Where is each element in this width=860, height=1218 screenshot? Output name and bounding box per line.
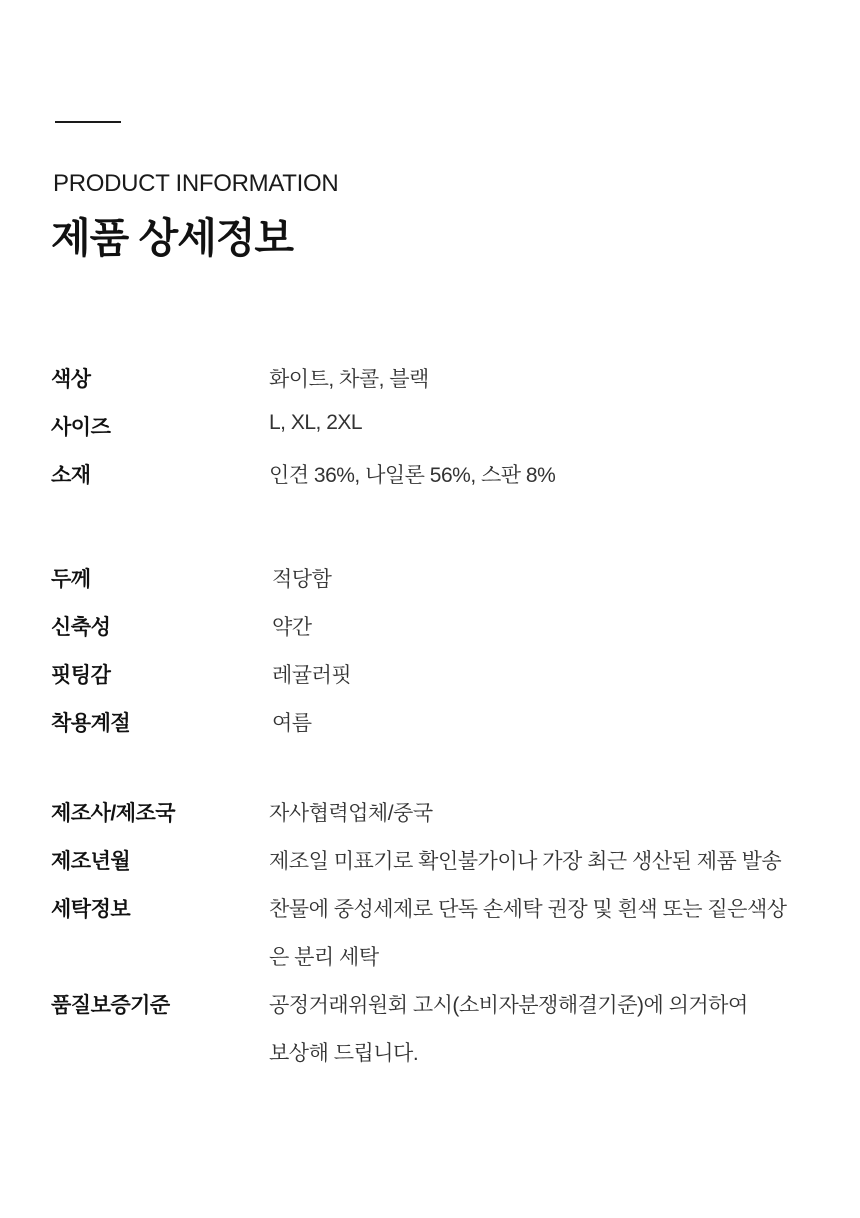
spec-row-stretch	[0, 611, 860, 651]
header-divider	[55, 121, 121, 123]
spec-label: 색상	[51, 368, 91, 391]
spec-value: 제조일 미표기로 확인불가이나 가장 최근 생산된 제품 발송	[269, 850, 782, 873]
spec-value: 레귤러핏	[272, 664, 352, 687]
spec-row-warranty	[0, 989, 860, 1065]
spec-value: 인견 36%, 나일론 56%, 스판 8%	[269, 464, 556, 487]
spec-row-size	[0, 411, 860, 451]
spec-label: 제조년월	[51, 850, 131, 873]
spec-label: 소재	[51, 464, 91, 487]
spec-row-manufacturer	[0, 797, 860, 837]
spec-value: 적당함	[272, 568, 332, 591]
spec-row-manufacture-date	[0, 845, 860, 885]
spec-value-line2: 보상해 드립니다.	[269, 1042, 419, 1065]
spec-value-line2: 은 분리 세탁	[269, 946, 379, 969]
spec-value: 여름	[272, 712, 312, 735]
page-title: 제품 상세정보	[51, 215, 294, 261]
spec-label: 신축성	[51, 616, 111, 639]
spec-value-line1: 공정거래위원회 고시(소비자분쟁해결기준)에 의거하여	[269, 994, 748, 1017]
spec-row-care	[0, 893, 860, 969]
page-subtitle: PRODUCT INFORMATION	[53, 170, 339, 197]
spec-label: 핏팅감	[51, 664, 111, 687]
spec-label: 착용계절	[51, 712, 131, 735]
spec-row-material	[0, 459, 860, 499]
spec-value: L, XL, 2XL	[269, 411, 363, 434]
spec-row-season	[0, 707, 860, 747]
spec-row-color	[0, 363, 860, 403]
spec-row-thickness	[0, 563, 860, 603]
spec-value: 약간	[272, 616, 312, 639]
spec-value-line1: 찬물에 중성세제로 단독 손세탁 권장 및 흰색 또는 짙은색상	[269, 898, 787, 921]
spec-label: 세탁정보	[51, 898, 131, 921]
spec-row-fit	[0, 659, 860, 699]
spec-label: 제조사/제조국	[51, 802, 176, 825]
spec-label: 품질보증기준	[51, 994, 170, 1017]
spec-value: 화이트, 차콜, 블랙	[269, 368, 429, 391]
spec-value: 자사협력업체/중국	[269, 802, 433, 825]
spec-label: 두께	[51, 568, 91, 591]
spec-label: 사이즈	[51, 416, 111, 439]
